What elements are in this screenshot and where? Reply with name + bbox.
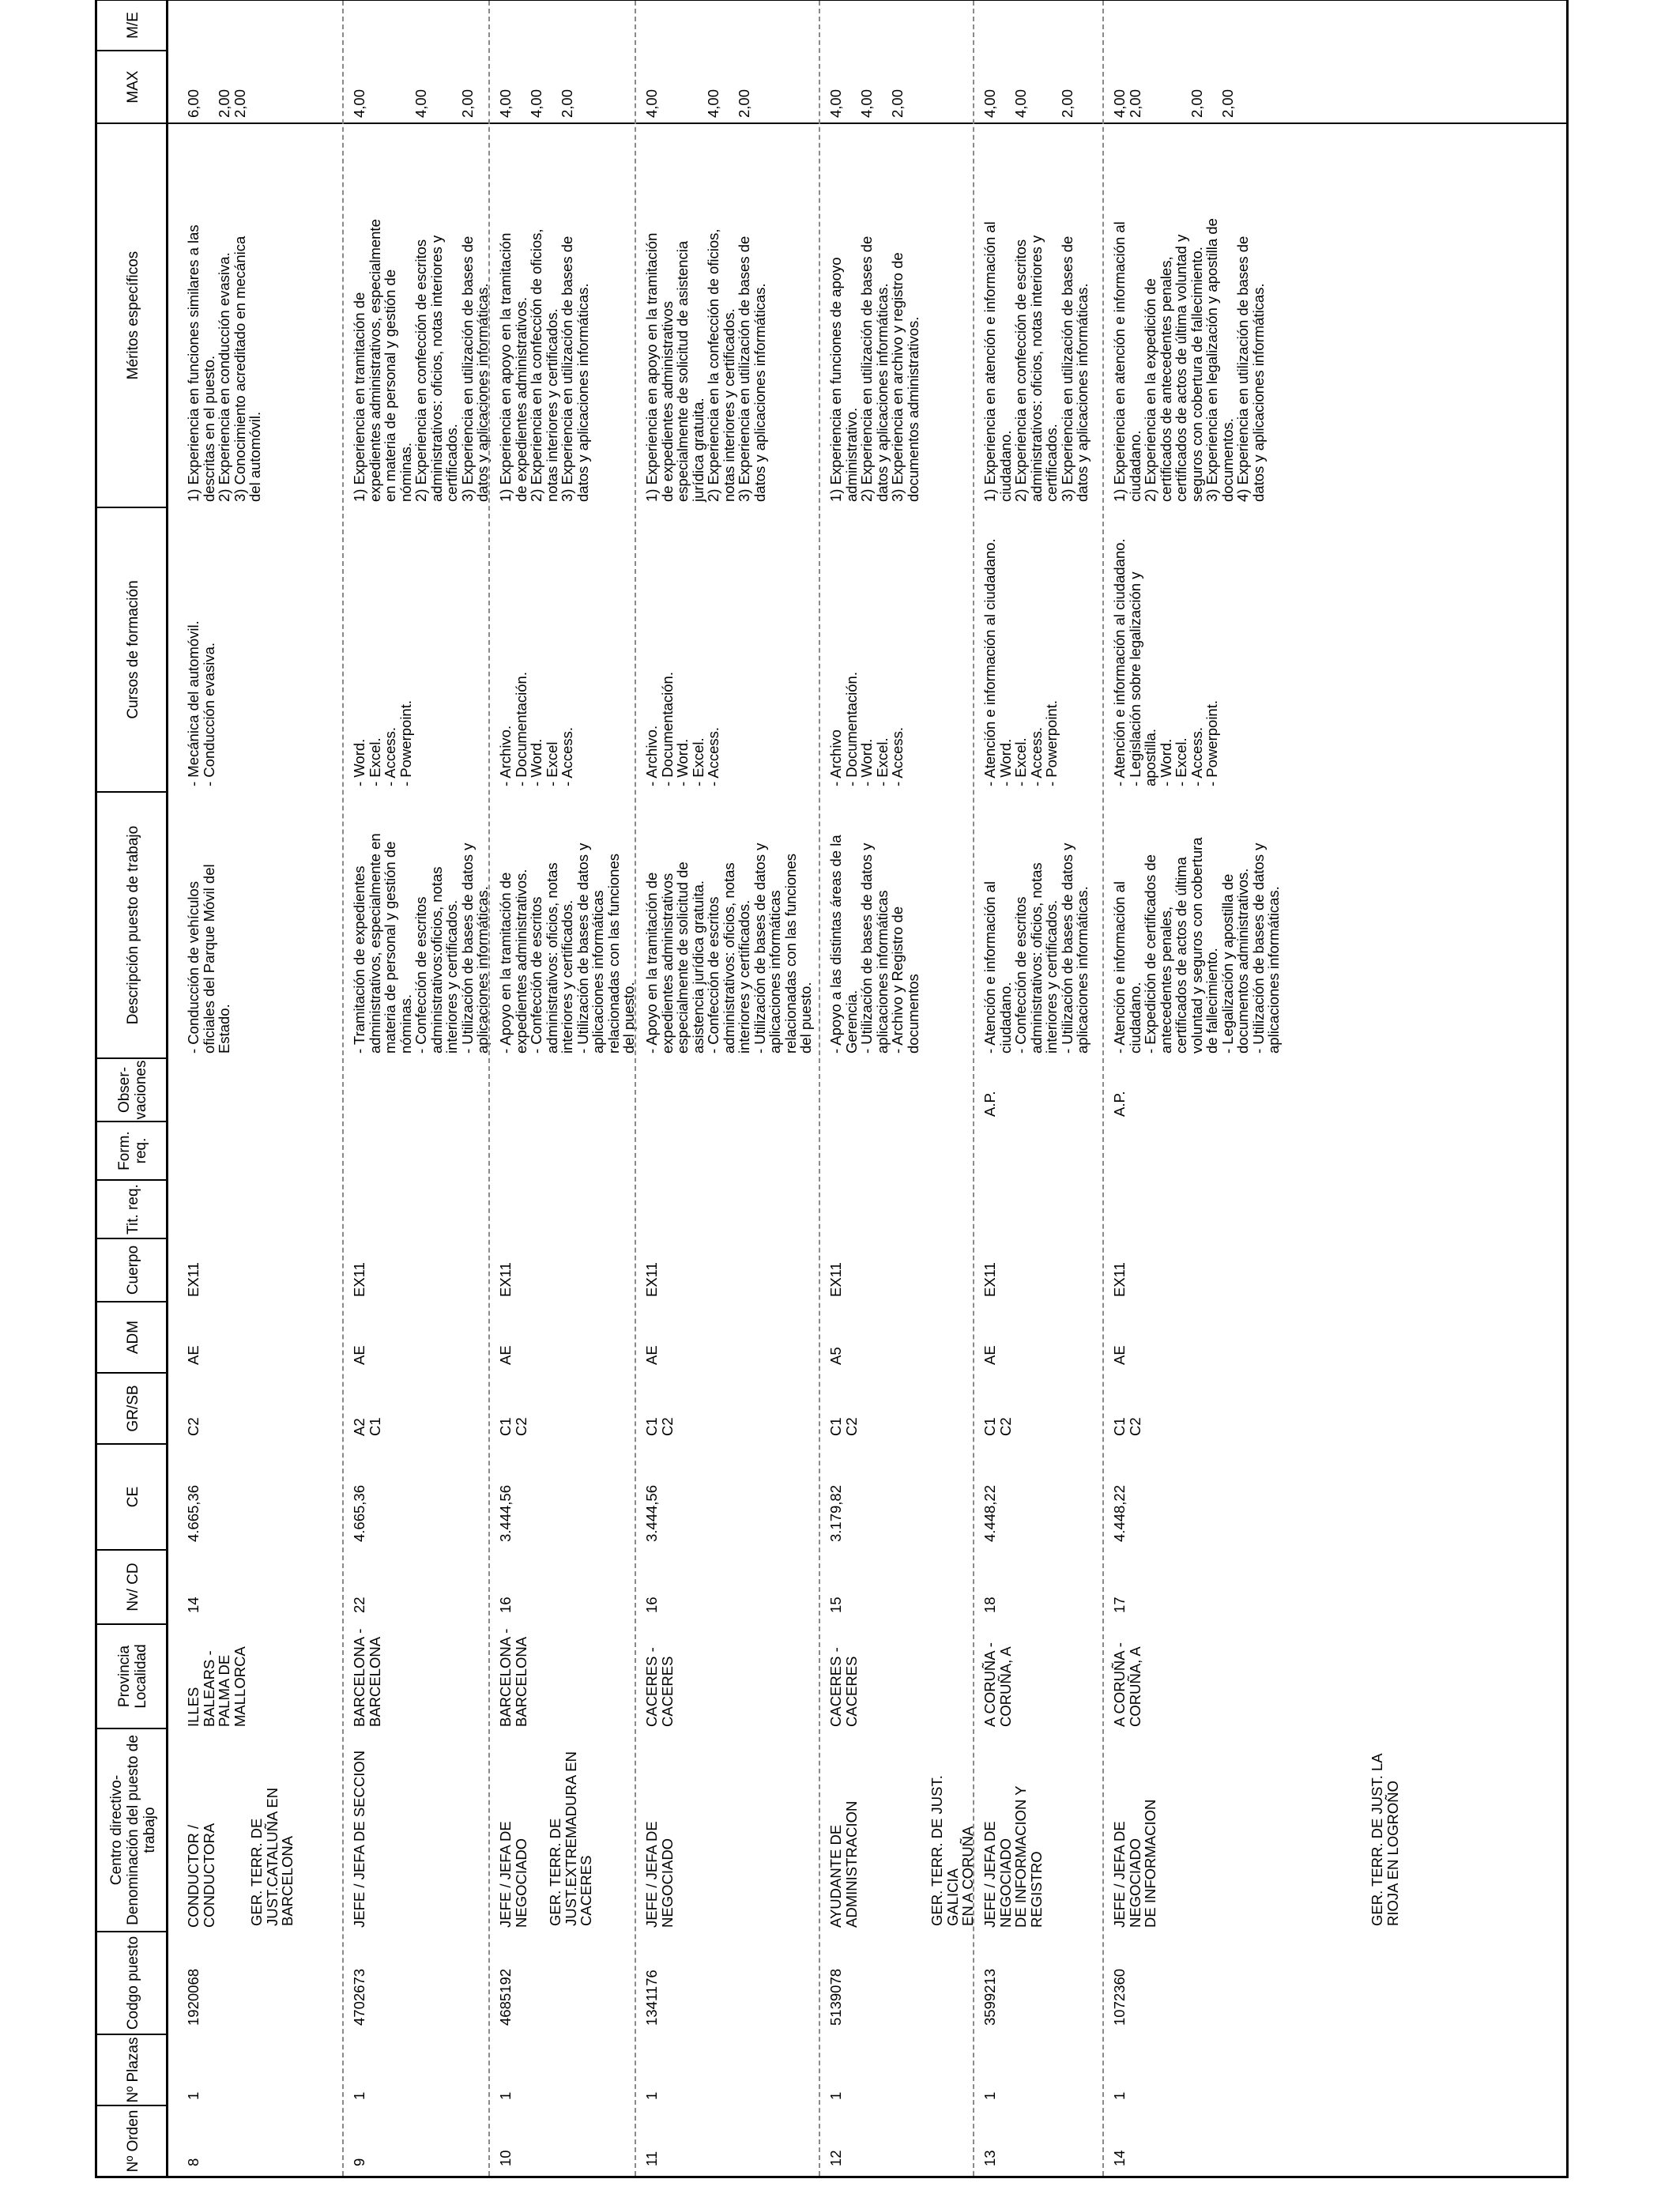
header-me: M/E <box>124 12 141 39</box>
cell-max: 6,00 2,00 2,00 <box>185 89 248 118</box>
cell-codigo: 1341176 <box>643 1970 660 2026</box>
cell-nivel: 16 <box>497 1596 514 1613</box>
header-max: MAX <box>124 70 141 104</box>
cell-plazas: 1 <box>1111 2091 1128 2100</box>
cell-meritos: 1) Experiencia en atención e información al ciudadano. 2) Experiencia en la expedición de certificados de antecedentes penales, certificados de actos de última voluntad y seguros con cobertura de fallecimiento. 3) Experiencia en legalización y apostilla de documentos. 4) Experiencia en utilización de bases de datos y aplicaciones informáticas. <box>1111 218 1267 502</box>
cell-cursos: - Archivo. - Documentación. - Word. - Excel. - Access. <box>643 672 721 786</box>
cell-meritos: 1) Experiencia en apoyo en la tramitación de expedientes administrativos. 2) Experiencia en la confección de oficios, notas interiores y certificados. 3) Experiencia en utilización de bases de datos y aplicaciones informáticas. <box>497 228 591 502</box>
header-divider <box>97 1179 168 1181</box>
header-observaciones: Obser- vaciones <box>116 1060 149 1120</box>
header-divider <box>97 1057 168 1059</box>
cell-adm: AE <box>643 1345 660 1365</box>
cell-nivel: 16 <box>643 1596 660 1613</box>
max-column-divider <box>97 50 166 51</box>
header-provincia: Provincia Localidad <box>116 1644 149 1709</box>
cell-adm: AE <box>1111 1345 1128 1365</box>
cell-max: 4,00 4,00 2,00 <box>497 89 575 118</box>
cell-plazas: 1 <box>185 2091 202 2100</box>
cell-codigo: 4685192 <box>497 1968 514 2026</box>
cell-codigo: 1920068 <box>185 1968 202 2026</box>
row-separator <box>819 1 820 2176</box>
group-label: GER. TERR. DE JUST. LA RIOJA EN LOGROÑO <box>1369 1753 1401 1926</box>
cell-nivel: 22 <box>351 1596 367 1613</box>
cell-provincia: BARCELONA - BARCELONA <box>497 1628 529 1727</box>
cell-grupo: C1 C2 <box>827 1417 860 1436</box>
header-codigo: Codgo puesto <box>124 1936 141 2030</box>
cell-provincia: A CORUÑA - CORUÑA, A <box>1111 1642 1143 1727</box>
cell-puesto: AYUDANTE DE ADMINISTRACION <box>827 1800 860 1928</box>
cell-ce: 3.179,82 <box>827 1484 844 1542</box>
vacancies-table <box>95 0 1569 2178</box>
cell-cuerpo: EX11 <box>497 1262 514 1297</box>
cell-cursos: - Mecánica del automóvil. - Conducción evasiva. <box>185 620 217 786</box>
header-divider <box>97 1372 168 1374</box>
cell-cuerpo: EX11 <box>981 1262 998 1297</box>
cell-orden: 10 <box>497 2150 514 2166</box>
cell-codigo: 4702673 <box>351 1968 367 2026</box>
header-divider <box>97 791 168 793</box>
row-separator <box>1102 1 1104 2176</box>
header-meritos: Méritos específicos <box>124 251 141 380</box>
cell-plazas: 1 <box>827 2091 844 2100</box>
header-cursos: Cursos de formación <box>124 580 141 719</box>
cell-max: 4,00 4,00 2,00 <box>351 89 476 118</box>
group-label: GER. TERR. DE JUST.EXTREMADURA EN CACERES <box>547 1751 594 1926</box>
cell-ce: 4.448,22 <box>981 1484 998 1542</box>
cell-codigo: 5139078 <box>827 1968 844 2026</box>
cell-grupo: C1 C2 <box>497 1417 529 1436</box>
cell-puesto: CONDUCTOR / CONDUCTORA <box>185 1820 217 1928</box>
cell-descripcion: - Atención e información al ciudadano. - Expedición de certificados de antecedentes penales, certificados de actos de última voluntad y seguros con cobertura de fallecimiento. - Legalización y apostilla de documentos administrativos. - Utilización de bases de datos y aplicaciones informáticas. <box>1111 837 1282 1054</box>
cell-descripcion: - Apoyo en la tramitación de expedientes administrativos. - Confección de escritos administrativos: oficios, notas interiores y certificados. - Utilización de bases de datos y aplicaciones informáticas relacionadas con las funciones del puesto. <box>497 843 637 1054</box>
cell-orden: 12 <box>827 2150 844 2166</box>
header-centro: Centro directivo- Denominación del puesto de trabajo <box>107 1735 158 1925</box>
cell-plazas: 1 <box>643 2091 660 2100</box>
header-titulacion: Tit. req. <box>124 1184 141 1235</box>
cell-nivel: 15 <box>827 1596 844 1613</box>
cell-cuerpo: EX11 <box>827 1262 844 1297</box>
cell-grupo: C1 C2 <box>1111 1417 1143 1436</box>
cell-puesto: JEFE / JEFA DE NEGOCIADO <box>497 1817 529 1928</box>
cell-puesto: JEFE / JEFA DE SECCION <box>351 1750 367 1928</box>
cell-cuerpo: EX11 <box>1111 1262 1128 1297</box>
cell-codigo: 1072360 <box>1111 1968 1128 2026</box>
cell-cuerpo: EX11 <box>185 1262 202 1297</box>
table-row <box>635 1 819 2176</box>
cell-descripcion: - Atención e información al ciudadano. - Confección de escritos administrativos: oficios, notas interiores y certificados. - Utilización de bases de datos y aplicaciones informáticas. <box>981 843 1090 1054</box>
cell-cursos: - Archivo - Documentación. - Word. - Excel. - Access. <box>827 672 906 786</box>
cell-max: 4,00 4,00 2,00 <box>981 89 1075 118</box>
cell-provincia: BARCELONA - BARCELONA <box>351 1628 383 1727</box>
table-row <box>342 1 491 2176</box>
cell-ce: 3.444,56 <box>497 1484 514 1542</box>
cell-codigo: 3599213 <box>981 1968 998 2026</box>
cell-plazas: 1 <box>497 2091 514 2100</box>
cell-meritos: 1) Experiencia en apoyo en la tramitación de expedientes administrativos especialmente de solicitud de asistencia jurídica gratuita. 2) Experiencia en la confección de oficios, notas interiores y certificados. 3) Experiencia en utilización de bases de datos y aplicaciones informáticas. <box>643 228 768 502</box>
cell-grupo: C1 C2 <box>643 1417 676 1436</box>
cell-descripcion: - Conducción de vehículos oficiales del Parque Móvil del Estado. <box>185 864 232 1054</box>
cell-nivel: 17 <box>1111 1596 1128 1613</box>
cell-provincia: CACERES - CACERES <box>643 1647 676 1727</box>
cell-descripcion: - Tramitación de expedientes administrativos, especialmente en materia de personal y gestión de nóminas. - Confección de escritos administrativos:oficios, notas interiores y certificados. - Utilización de bases de datos y aplicaciones informáticas. <box>351 833 491 1054</box>
cell-adm: AE <box>981 1345 998 1365</box>
header-divider <box>97 123 168 124</box>
header-divider <box>97 1301 168 1302</box>
cell-observaciones: A.P. <box>981 1091 998 1117</box>
cell-meritos: 1) Experiencia en funciones similares a las descritas en el puesto. 2) Experiencia en conducción evasiva. 3) Conocimiento acreditado en mecánica del automóvil. <box>185 224 263 502</box>
cell-cuerpo: EX11 <box>351 1262 367 1297</box>
cell-nivel: 14 <box>185 1596 202 1613</box>
cell-meritos: 1) Experiencia en tramitación de expedientes administrativos, especialmente en materia de personal y gestión de nóminas. 2) Experiencia en confección de escritos administrativos: oficios, notas interiores y certificados. 3) Experiencia en utilización de bases de datos y aplicaciones informáticas. <box>351 219 491 502</box>
cell-grupo: C2 <box>185 1417 202 1436</box>
cell-cursos: - Atención e información al ciudadano. - Legislación sobre legalización y apostilla. - Word. - Excel. - Access. - Powerpoint. <box>1111 538 1220 786</box>
cell-observaciones: A.P. <box>1111 1091 1128 1117</box>
group-label: GER. TERR. DE JUST.CATALUÑA EN BARCELONA <box>248 1787 296 1926</box>
cell-nivel: 18 <box>981 1596 998 1613</box>
cell-cursos: - Atención e información al ciudadano. - Word. - Excel. - Access. - Powerpoint. <box>981 538 1060 786</box>
cell-grupo: A2 C1 <box>351 1417 383 1436</box>
header-divider <box>97 1121 168 1122</box>
row-separator <box>488 1 490 2176</box>
cell-orden: 14 <box>1111 2150 1128 2166</box>
cell-ce: 3.444,56 <box>643 1484 660 1542</box>
row-separator <box>635 1 636 2176</box>
cell-adm: AE <box>497 1345 514 1365</box>
header-grupo: GR/SB <box>124 1385 141 1432</box>
cell-descripcion: - Apoyo a las distintas áreas de la Gerencia. - Utilización de bases de datos y aplicaciones informáticas - Archivo y Registro de documentos <box>827 835 921 1054</box>
header-divider <box>97 2034 168 2035</box>
header-divider <box>97 2105 168 2106</box>
header-ce: CE <box>124 1486 141 1508</box>
header-orden: Nº Orden <box>124 2109 141 2173</box>
header-divider <box>97 1238 168 1239</box>
cell-cursos: - Word. - Excel. - Access. - Powerpoint. <box>351 700 414 786</box>
cell-cursos: - Archivo. - Documentación. - Word. - Excel - Access. <box>497 672 575 786</box>
table-header <box>97 1 168 2176</box>
header-divider <box>97 1443 168 1445</box>
cell-plazas: 1 <box>351 2091 367 2100</box>
cell-max: 4,00 4,00 2,00 <box>827 89 906 118</box>
cell-max: 4,00 4,00 2,00 <box>643 89 752 118</box>
header-plazas: Nº Plazas <box>124 2037 141 2103</box>
cell-cuerpo: EX11 <box>643 1262 660 1297</box>
row-separator <box>342 1 344 2176</box>
group-label: GER. TERR. DE JUST. GALICIA EN A CORUÑA <box>929 1775 976 1926</box>
cell-descripcion: - Apoyo en la tramitación de expedientes administrativos especialmente de solicitud de asistencia jurídica gratuita. - Confección de escritos administrativos: oficios, notas interiores y certificados. - Utilización de bases de datos y aplicaciones informáticas relacionadas con las funciones del puesto. <box>643 843 814 1054</box>
header-descripcion: Descripción puesto de trabajo <box>124 825 141 1025</box>
cell-meritos: 1) Experiencia en atención e información al ciudadano. 2) Experiencia en confección de escritos administrativos: oficios, notas interiores y certificados. 3) Experiencia en utilización de bases de datos y aplicaciones informáticas. <box>981 221 1090 502</box>
cell-provincia: ILLES BALEARS - PALMA DE MALLORCA <box>185 1646 248 1727</box>
cell-puesto: JEFE / JEFA DE NEGOCIADO <box>643 1817 676 1928</box>
cell-orden: 9 <box>351 2158 367 2166</box>
cell-ce: 4.448,22 <box>1111 1484 1128 1542</box>
cell-orden: 8 <box>185 2158 202 2166</box>
header-divider <box>97 1728 168 1729</box>
cell-adm: A5 <box>827 1347 844 1365</box>
header-cuerpo: Cuerpo <box>124 1245 141 1295</box>
header-divider <box>97 1549 168 1551</box>
cell-provincia: A CORUÑA - CORUÑA, A <box>981 1642 1014 1727</box>
cell-meritos: 1) Experiencia en funciones de apoyo administrativo. 2) Experiencia en utilización de bases de datos y aplicaciones informáticas. 3) Experiencia en archivo y registro de documentos administrativos. <box>827 236 921 502</box>
cell-orden: 13 <box>981 2150 998 2166</box>
header-divider <box>97 1623 168 1625</box>
header-divider <box>97 1931 168 1932</box>
cell-puesto: JEFE / JEFA DE NEGOCIADO DE INFORMACION <box>1111 1799 1158 1928</box>
cell-orden: 11 <box>643 2151 660 2166</box>
cell-adm: AE <box>351 1345 367 1365</box>
cell-grupo: C1 C2 <box>981 1417 1014 1436</box>
header-adm: ADM <box>124 1320 141 1355</box>
table-row <box>1102 1 1339 2176</box>
table-row <box>973 1 1102 2176</box>
header-formacion: Form. req. <box>116 1131 149 1171</box>
cell-ce: 4.665,36 <box>185 1484 202 1542</box>
cell-plazas: 1 <box>981 2091 998 2100</box>
header-divider <box>97 507 168 508</box>
cell-max: 4,00 2,00 2,00 2,00 <box>1111 89 1236 118</box>
cell-adm: AE <box>185 1345 202 1365</box>
header-nivel: Nv/ CD <box>124 1563 141 1612</box>
cell-puesto: JEFE / JEFA DE NEGOCIADO DE INFORMACION Y REGISTRO <box>981 1785 1045 1928</box>
cell-provincia: CACERES - CACERES <box>827 1647 860 1727</box>
cell-ce: 4.665,36 <box>351 1484 367 1542</box>
